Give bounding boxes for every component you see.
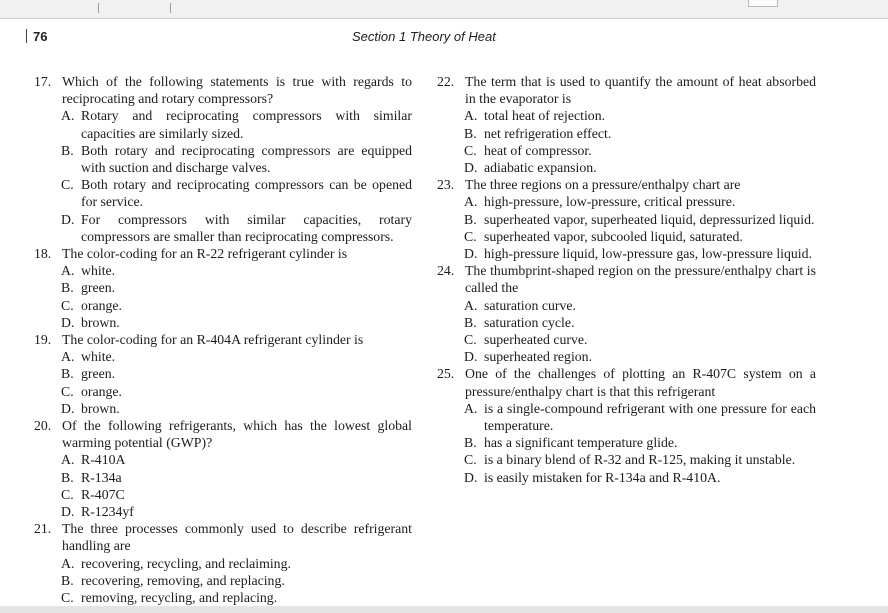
question-text: The thumbprint-shaped region on the pressure/enthalpy chart is called the	[465, 263, 816, 296]
question-stem	[34, 331, 412, 348]
question-text: Which of the following statements is true with regards to reciprocating and rotary compressors?	[62, 74, 412, 107]
bottom-scroll-area	[0, 606, 888, 613]
answer-option: A. R-410A	[61, 452, 126, 468]
answer-option: C. orange.	[61, 383, 122, 399]
page-marker	[26, 29, 27, 43]
question-20	[34, 417, 412, 520]
question-25	[437, 365, 816, 485]
answer-option: D. For compressors with similar capacities, rotary compressors are smaller than reciprocating compressors.	[61, 211, 412, 244]
answer-option: B. has a significant temperature glide.	[464, 435, 678, 451]
question-number: 24.	[437, 263, 455, 279]
question-17	[34, 73, 412, 245]
page-number: 76	[26, 29, 47, 44]
answer-option: A. white.	[61, 349, 116, 365]
question-text: The term that is used to quantify the amount of heat absorbed in the evaporator is	[465, 74, 816, 107]
question-19	[34, 331, 412, 417]
answer-option: D. brown.	[61, 314, 120, 330]
question-number: 23.	[437, 177, 455, 193]
right-column	[437, 73, 816, 486]
answer-option: A. recovering, recycling, and reclaiming.	[61, 555, 291, 571]
answer-option: A. Rotary and reciprocating compressors with similar capacities are similarly sized.	[61, 108, 412, 141]
answer-option: C. heat of compressor.	[464, 142, 592, 158]
question-stem	[437, 176, 816, 193]
toolbar-divider	[170, 3, 171, 13]
answer-option: A. is a single-compound refrigerant with one pressure for each temperature.	[464, 400, 816, 434]
answer-option: B. recovering, removing, and replacing.	[61, 572, 285, 588]
answer-option: B. R-134a	[61, 469, 122, 485]
question-18	[34, 245, 412, 331]
question-22	[437, 73, 816, 176]
question-text: Of the following refrigerants, which has the lowest global warming potential (GWP)?	[62, 418, 412, 451]
question-stem	[34, 245, 412, 262]
question-number: 19.	[34, 332, 52, 348]
answer-option: B. Both rotary and reciprocating compressors are equipped with suction and discharge valves.	[61, 142, 412, 176]
answer-option: C. R-407C	[61, 486, 125, 502]
answer-option: C. orange.	[61, 297, 122, 313]
section-title: Section 1 Theory of Heat	[352, 29, 496, 44]
question-stem	[437, 73, 816, 107]
question-stem	[34, 520, 412, 554]
answer-option: B. superheated vapor, superheated liquid, depressurized liquid.	[464, 211, 815, 227]
answer-option: A. saturation curve.	[464, 297, 576, 313]
left-column	[34, 73, 412, 606]
question-text: The three regions on a pressure/enthalpy chart are	[465, 177, 741, 193]
question-text: The color-coding for an R-404A refrigerant cylinder is	[62, 332, 364, 348]
question-stem	[34, 417, 412, 451]
toolbar-divider	[98, 3, 99, 13]
question-number: 20.	[34, 418, 52, 434]
answer-option: C. is a binary blend of R-32 and R-125, making it unstable.	[464, 452, 796, 468]
answer-option: D. adiabatic expansion.	[464, 160, 597, 176]
answer-option: D. is easily mistaken for R-134a and R-410A.	[464, 469, 721, 485]
viewer-toolbar	[0, 0, 888, 19]
question-number: 25.	[437, 366, 455, 382]
answer-option: A. total heat of rejection.	[464, 108, 606, 124]
answer-option: A. white.	[61, 263, 116, 279]
question-stem	[34, 73, 412, 107]
answer-option: B. green.	[61, 366, 116, 382]
answer-option: C. removing, recycling, and replacing.	[61, 590, 278, 606]
toolbar-button[interactable]	[748, 0, 778, 7]
answer-option: D. R-1234yf	[61, 504, 134, 520]
question-21	[34, 520, 412, 606]
answer-option: C. Both rotary and reciprocating compressors can be opened for service.	[61, 177, 412, 210]
answer-option: C. superheated curve.	[464, 332, 588, 348]
answer-option: B. net refrigeration effect.	[464, 125, 612, 141]
answer-option: D. superheated region.	[464, 349, 593, 365]
question-text: The three processes commonly used to describe refrigerant handling are	[62, 521, 412, 554]
answer-option: A. high-pressure, low-pressure, critical pressure.	[464, 194, 736, 210]
question-number: 18.	[34, 246, 52, 262]
question-stem	[437, 262, 816, 296]
question-24	[437, 262, 816, 365]
answer-option: C. superheated vapor, subcooled liquid, saturated.	[464, 228, 743, 244]
question-stem	[437, 365, 816, 399]
answer-option: B. saturation cycle.	[464, 314, 575, 330]
question-number: 22.	[437, 74, 455, 89]
answer-option: D. high-pressure liquid, low-pressure gas, low-pressure liquid.	[464, 246, 812, 262]
answer-option: B. green.	[61, 280, 116, 296]
question-text: The color-coding for an R-22 refrigerant cylinder is	[62, 246, 348, 262]
question-number: 21.	[34, 521, 52, 537]
question-23	[437, 176, 816, 262]
question-number: 17.	[34, 74, 52, 89]
answer-option: D. brown.	[61, 400, 120, 416]
question-text: One of the challenges of plotting an R-407C system on a pressure/enthalpy chart is that this refrigerant	[465, 366, 816, 399]
